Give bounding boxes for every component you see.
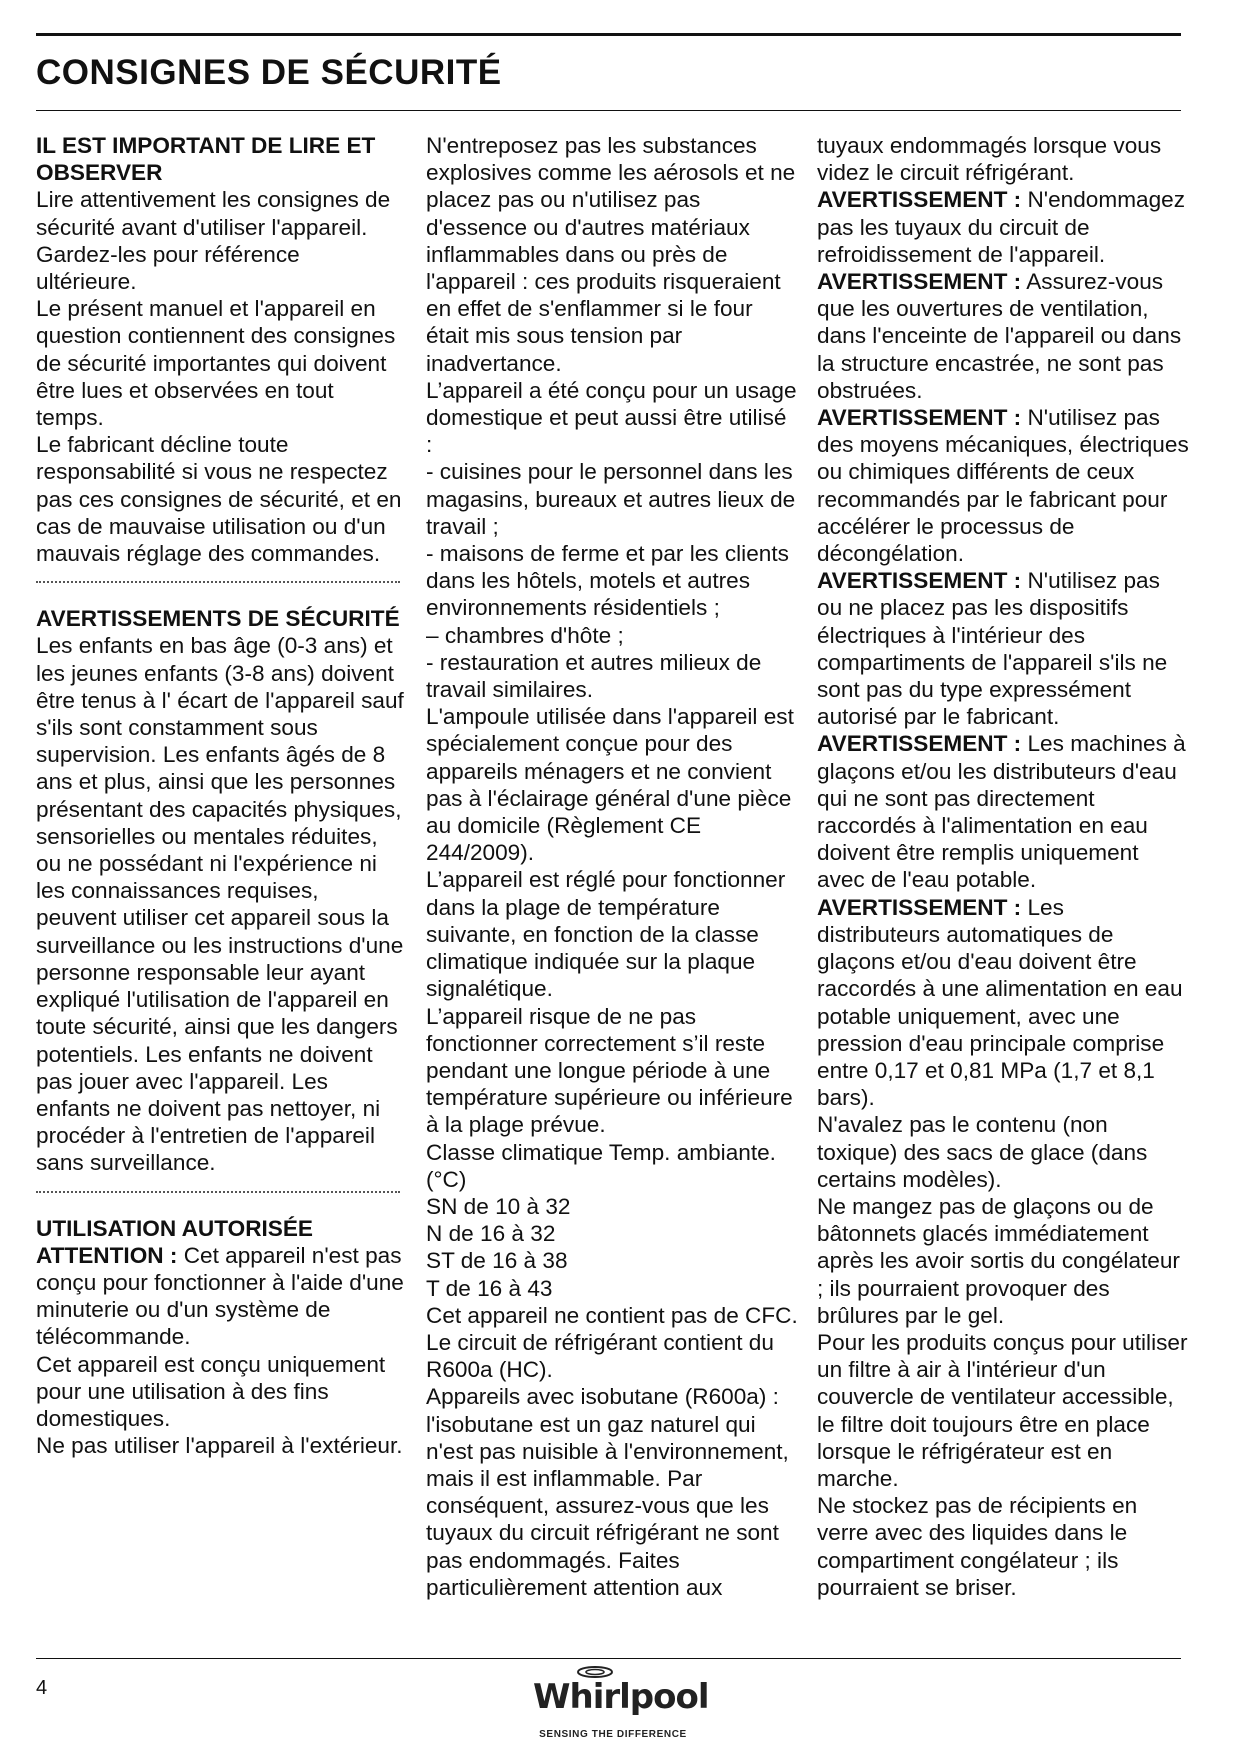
climate-class-row: SN de 10 à 32 <box>426 1193 571 1219</box>
warning-paragraph <box>817 894 1189 1112</box>
paragraph: L'ampoule utilisée dans l'appareil est spécialement conçue pour des appareils ménagers et ne convient pas à l'éclairage général d'une pièce au domicile (Règlement CE 244/2009). <box>426 704 794 866</box>
top-rule <box>36 33 1181 36</box>
warning-label: AVERTISSEMENT : <box>817 269 1022 295</box>
paragraph: Appareils avec isobutane (R600a) : l'isobutane est un gaz naturel qui n'est pas nuisible à l'environnement, mais il est inflammable. Par conséquent, assurez-vous que les tuyaux du circuit réfrigérant ne sont pas endommagés. Faites particulièrement attention aux <box>426 1384 789 1600</box>
paragraph: Ne pas utiliser l'appareil à l'extérieur. <box>36 1433 403 1459</box>
warning-text: N'endommagez pas les tuyaux du circuit de refroidissement de l'appareil. <box>817 187 1186 267</box>
paragraph: L’appareil est réglé pour fonctionner dans la plage de température suivante, en fonction de la classe climatique indiquée sur la plaque signalétique. <box>426 867 786 1002</box>
column-3 <box>817 132 1189 1601</box>
list-item: - restauration et autres milieux de travail similaires. <box>426 649 762 703</box>
section-heading-warnings: AVERTISSEMENTS DE SÉCURITÉ <box>36 606 400 632</box>
section-heading-important: IL EST IMPORTANT DE LIRE ET OBSERVER <box>36 133 376 186</box>
warning-paragraph <box>817 730 1189 893</box>
paragraph: Le présent manuel et l'appareil en question contiennent des consignes de sécurité importantes qui doivent être lues et observées en tout temps. <box>36 296 396 431</box>
paragraph: Ne stockez pas de récipients en verre avec des liquides dans le compartiment congélateur ; ils pourraient se briser. <box>817 1493 1138 1600</box>
bottom-rule <box>36 1658 1181 1659</box>
warning-text: N'utilisez pas des moyens mécaniques, électriques ou chimiques différents de ceux recommandés par le fabricant pour accélérer le processus de décongélation. <box>817 405 1189 567</box>
warning-paragraph <box>817 567 1189 730</box>
paragraph: Le fabricant décline toute responsabilité si vous ne respectez pas ces consignes de sécurité, et en cas de mauvaise utilisation ou d'un mauvais réglage des commandes. <box>36 432 402 567</box>
warning-label: AVERTISSEMENT : <box>817 568 1022 594</box>
warning-text: Assurez-vous que les ouvertures de ventilation, dans l'enceinte de l'appareil ou dans la structure encastrée, ne sont pas obstruées. <box>817 269 1182 403</box>
warning-label: AVERTISSEMENT : <box>817 405 1022 431</box>
list-item: – chambres d'hôte ; <box>426 622 624 648</box>
paragraph: tuyaux endommagés lorsque vous videz le circuit réfrigérant. <box>817 133 1162 186</box>
warning-label: AVERTISSEMENT : <box>817 894 1022 920</box>
warning-label: AVERTISSEMENT : <box>817 187 1022 213</box>
paragraph: L’appareil risque de ne pas fonctionner correctement s’il reste pendant une longue période à une température supérieure ou inférieure à la plage prévue. <box>426 1003 793 1138</box>
title-rule <box>36 110 1181 111</box>
paragraph: N'avalez pas le contenu (non toxique) des sacs de glace (dans certains modèles). <box>817 1112 1148 1192</box>
paragraph: N'entreposez pas les substances explosives comme les aérosols et ne placez pas ou n'utilisez pas d'essence ou d'autres matériaux inflammables dans ou près de l'appareil : ces produits risqueraient en effet de s'enflammer si le four était mis sous tension par inadvertance. <box>426 133 796 376</box>
brand-tagline: SENSING THE DIFFERENCE <box>539 1729 687 1740</box>
warning-label: AVERTISSEMENT : <box>817 731 1022 757</box>
warning-text: N'utilisez pas ou ne placez pas les dispositifs électriques à l'intérieur des compartiments de l'appareil s'ils ne sont pas du type expressément autorisé par le fabricant. <box>817 568 1168 730</box>
section-heading-authorized-use: UTILISATION AUTORISÉE <box>36 1215 313 1241</box>
paragraph: Lire attentivement les consignes de sécurité avant d'utiliser l'appareil. <box>36 187 391 240</box>
warning-paragraph <box>817 404 1189 567</box>
page-number: 4 <box>36 1677 48 1699</box>
warning-text: Les machines à glaçons et/ou les distributeurs d'eau qui ne sont pas directement raccordés à l'alimentation en eau doivent être remplis uniquement avec de l'eau potable. <box>817 731 1186 893</box>
paragraph: Gardez-les pour référence ultérieure. <box>36 241 300 295</box>
attention-paragraph <box>36 1242 404 1351</box>
paragraph: Les enfants en bas âge (0-3 ans) et les jeunes enfants (3-8 ans) doivent être tenus à l' écart de l'appareil sauf s'ils sont constamment sous supervision. Les enfants âgés de 8 ans et plus, ainsi que les personnes présentant des capacités physiques, sensorielles ou mentales réduites, ou ne possédant ni l'expérience ni les connaissances requises, peuvent utiliser cet appareil sous la surveillance ou les instructions d'une personne responsable leur ayant expliqué l'utilisation de l'appareil en toute sécurité, ainsi que les dangers potentiels. Les enfants ne doivent pas jouer avec l'appareil. Les enfants ne doivent pas nettoyer, ni procéder à l'entretien de l'appareil sans surveillance. <box>36 633 404 1176</box>
page-title: CONSIGNES DE SÉCURITÉ <box>36 53 502 92</box>
brand-name: Whirlpool <box>533 1677 709 1717</box>
warning-paragraph <box>817 268 1189 404</box>
paragraph: Cet appareil ne contient pas de CFC. Le circuit de réfrigérant contient du R600a (HC). <box>426 1302 798 1383</box>
paragraph: Pour les produits conçus pour utiliser un filtre à air à l'intérieur d'un couvercle de ventilateur accessible, le filtre doit toujours être en place lorsque le réfrigérateur est en marche. <box>817 1329 1188 1491</box>
climate-class-header: Classe climatique Temp. ambiante. (°C) <box>426 1139 776 1192</box>
paragraph: L’appareil a été conçu pour un usage domestique et peut aussi être utilisé : <box>426 377 797 458</box>
climate-class-row: N de 16 à 32 <box>426 1221 556 1247</box>
column-2 <box>426 132 798 1601</box>
warning-text: Les distributeurs automatiques de glaçons et/ou d'eau doivent être raccordés à une alimentation en eau potable uniquement, avec une pression d'eau principale comprise entre 0,17 et 0,81 MPa (1,7 et 8,1 bars). <box>817 894 1183 1111</box>
whirlpool-logo <box>533 1663 709 1748</box>
climate-class-row: ST de 16 à 38 <box>426 1248 568 1274</box>
list-item: - cuisines pour le personnel dans les magasins, bureaux et autres lieux de travail ; <box>426 459 796 539</box>
paragraph: Cet appareil est conçu uniquement pour une utilisation à des fins domestiques. <box>36 1351 386 1431</box>
warning-paragraph <box>817 186 1189 268</box>
climate-class-row: T de 16 à 43 <box>426 1275 553 1301</box>
dotted-divider <box>36 1191 400 1193</box>
paragraph: Ne mangez pas de glaçons ou de bâtonnets glacés immédiatement après les avoir sortis du congélateur ; ils pourraient provoquer des brûlures par le gel. <box>817 1193 1180 1328</box>
column-1 <box>36 132 404 1459</box>
list-item: - maisons de ferme et par les clients dans les hôtels, motels et autres environnements résidentiels ; <box>426 541 789 621</box>
attention-text: Cet appareil n'est pas conçu pour fonctionner à l'aide d'une minuterie ou d'un système de télécommande. <box>36 1242 404 1350</box>
attention-label: ATTENTION : <box>36 1242 178 1268</box>
dotted-divider <box>36 581 400 583</box>
